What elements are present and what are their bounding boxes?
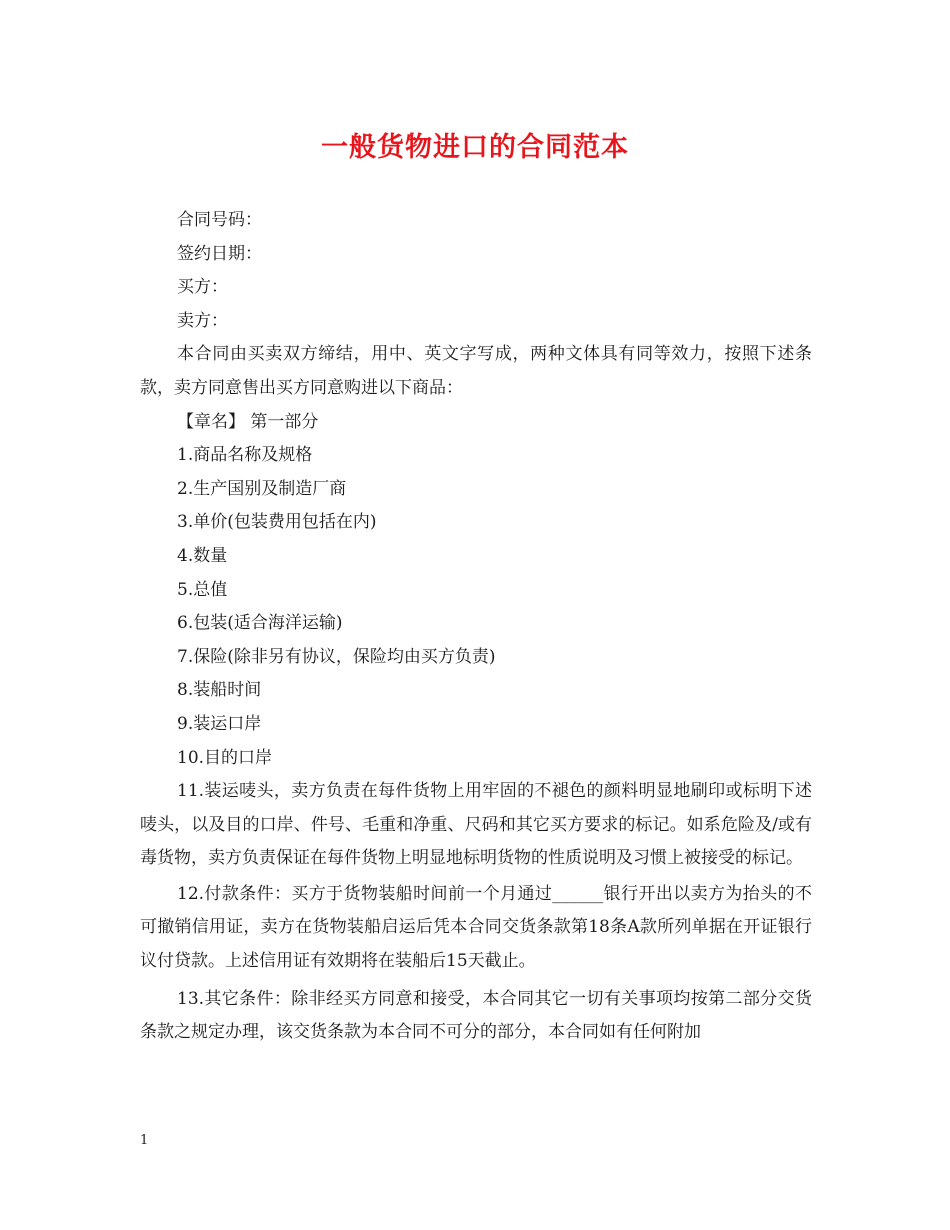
list-item: 6.包装(适合海洋运输): [177, 613, 343, 634]
list-item: 10.目的口岸: [177, 747, 273, 768]
list-item: 9.装运口岸: [177, 713, 262, 734]
buyer-field: 买方：: [177, 277, 228, 298]
document-body: [140, 204, 812, 1050]
signing-date-field: 签约日期：: [177, 243, 262, 264]
list-item: 7.保险(除非另有协议，保险均由买方负责): [177, 646, 496, 667]
list-item: 8.装船时间: [177, 680, 262, 701]
page-number: 1: [140, 1133, 149, 1148]
seller-field: 卖方：: [177, 310, 228, 331]
list-item: 5.总值: [177, 579, 228, 600]
clause-12-payment-terms: 12.付款条件：买方于货物装船时间前一个月通过______银行开出以卖方为抬头的不可撤销信用证，卖方在货物装船启运后凭本合同交货条款第18条A款所列单据在开证银行议付贷款。上述信用证有效期将在装船后15天截止。: [140, 883, 812, 972]
document-title: 一般货物进口的合同范本: [321, 132, 629, 163]
clause-11-shipping-marks: 11.装运唛头，卖方负责在每件货物上用牢固的不褪色的颜料明显地刷印或标明下述唛头，以及目的口岸、件号、毛重和净重、尺码和其它买方要求的标记。如系危险及/或有毒货物，卖方负责保证在每件货物上明显地标明货物的性质说明及习惯上被接受的标记。: [140, 781, 812, 869]
chapter-heading: 【章名】 第一部分: [177, 411, 319, 432]
list-item: 2.生产国别及制造厂商: [177, 478, 347, 499]
list-item: 1.商品名称及规格: [177, 445, 313, 466]
list-item: 4.数量: [177, 545, 228, 566]
intro-paragraph: 本合同由买卖双方缔结，用中、英文字写成，两种文体具有同等效力，按照下述条款，卖方同意售出买方同意购进以下商品：: [140, 344, 812, 398]
clause-13-other-conditions: 13.其它条件：除非经买方同意和接受，本合同其它一切有关事项均按第二部分交货条款之规定办理，该交货条款为本合同不可分的部分，本合同如有任何附加: [140, 988, 812, 1043]
list-item: 3.单价(包装费用包括在内): [177, 512, 377, 533]
contract-number-field: 合同号码：: [177, 210, 262, 230]
